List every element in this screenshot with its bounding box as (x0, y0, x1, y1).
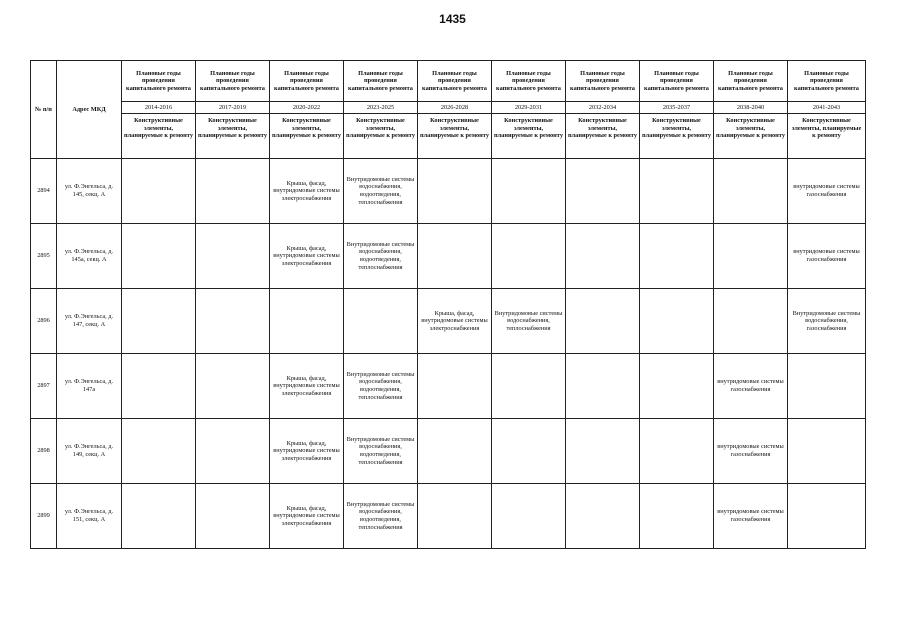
plan-cell: Крыша, фасад, внутридомовые системы электроснабжения (270, 159, 344, 224)
plan-cell (714, 159, 788, 224)
plan-cell (788, 419, 866, 484)
period-years: 2032-2034 (566, 102, 640, 114)
elements-header: Конструктивные элементы, планируемые к ремонту (788, 114, 866, 159)
row-number: 2894 (31, 159, 57, 224)
period-title: Плановые годы проведения капитального ремонта (270, 61, 344, 102)
plan-cell (196, 484, 270, 549)
plan-cell: Внутридомовые системы водоснабжения, теплоснабжения (492, 289, 566, 354)
plan-cell (566, 484, 640, 549)
elements-header: Конструктивные элементы, планируемые к ремонту (714, 114, 788, 159)
plan-cell (344, 289, 418, 354)
period-title: Плановые годы проведения капитального ремонта (714, 61, 788, 102)
num-column-header: № п/п (31, 61, 57, 159)
row-number: 2899 (31, 484, 57, 549)
row-number: 2896 (31, 289, 57, 354)
table-row (31, 289, 866, 354)
plan-cell (566, 224, 640, 289)
plan-cell (196, 159, 270, 224)
elements-header: Конструктивные элементы, планируемые к ремонту (270, 114, 344, 159)
period-title: Плановые годы проведения капитального ремонта (196, 61, 270, 102)
plan-cell (714, 289, 788, 354)
elements-header: Конструктивные элементы, планируемые к ремонту (196, 114, 270, 159)
plan-cell: Крыша, фасад, внутридомовые системы электроснабжения (270, 354, 344, 419)
address-column-header: Адрес МКД (57, 61, 122, 159)
plan-cell (418, 484, 492, 549)
table-row (31, 419, 866, 484)
plan-cell: внутридомовые системы газоснабжения (714, 354, 788, 419)
plan-cell (418, 419, 492, 484)
period-title: Плановые годы проведения капитального ремонта (418, 61, 492, 102)
elements-header: Конструктивные элементы, планируемые к ремонту (566, 114, 640, 159)
period-title: Плановые годы проведения капитального ремонта (492, 61, 566, 102)
plan-cell (122, 354, 196, 419)
plan-cell (640, 159, 714, 224)
row-address: ул. Ф.Энгельса, д. 151, секц. А (57, 484, 122, 549)
plan-cell: Крыша, фасад, внутридомовые системы электроснабжения (270, 484, 344, 549)
plan-cell (566, 419, 640, 484)
plan-cell: Крыша, фасад, внутридомовые системы электроснабжения (418, 289, 492, 354)
row-number: 2898 (31, 419, 57, 484)
plan-cell (122, 484, 196, 549)
plan-cell (418, 354, 492, 419)
plan-cell (788, 354, 866, 419)
plan-cell: внутридомовые системы газоснабжения (714, 484, 788, 549)
elements-header: Конструктивные элементы, планируемые к ремонту (344, 114, 418, 159)
plan-cell (122, 289, 196, 354)
plan-cell (566, 354, 640, 419)
plan-cell (122, 159, 196, 224)
plan-cell (492, 159, 566, 224)
plan-cell (196, 419, 270, 484)
plan-cell (196, 354, 270, 419)
row-address: ул. Ф.Энгельса, д. 145, секц. А (57, 159, 122, 224)
plan-cell (196, 224, 270, 289)
plan-cell: внутридомовые системы газоснабжения (788, 159, 866, 224)
elements-header: Конструктивные элементы, планируемые к ремонту (418, 114, 492, 159)
table-row (31, 354, 866, 419)
plan-cell (418, 159, 492, 224)
plan-cell (492, 484, 566, 549)
plan-cell (640, 289, 714, 354)
plan-cell (640, 484, 714, 549)
table-body (31, 159, 866, 549)
row-number: 2895 (31, 224, 57, 289)
plan-cell (492, 354, 566, 419)
elements-header: Конструктивные элементы, планируемые к ремонту (122, 114, 196, 159)
plan-cell (640, 224, 714, 289)
period-years: 2026-2028 (418, 102, 492, 114)
elements-header: Конструктивные элементы, планируемые к ремонту (640, 114, 714, 159)
page-number: 1435 (439, 12, 466, 26)
header-row-years (31, 102, 866, 114)
period-years: 2017-2019 (196, 102, 270, 114)
table-row (31, 484, 866, 549)
plan-cell: Крыша, фасад, внутридомовые системы электроснабжения (270, 419, 344, 484)
period-title: Плановые годы проведения капитального ремонта (122, 61, 196, 102)
plan-cell: Внутридомовые системы водоснабжения, газоснабжения (788, 289, 866, 354)
row-address: ул. Ф.Энгельса, д. 145а, секц. А (57, 224, 122, 289)
period-years: 2041-2043 (788, 102, 866, 114)
table-row (31, 159, 866, 224)
plan-cell (566, 159, 640, 224)
row-address: ул. Ф.Энгельса, д. 147, секц. А (57, 289, 122, 354)
period-years: 2014-2016 (122, 102, 196, 114)
elements-header: Конструктивные элементы, планируемые к ремонту (492, 114, 566, 159)
plan-cell: Крыша, фасад, внутридомовые системы электроснабжения (270, 224, 344, 289)
header-row-elements (31, 114, 866, 159)
plan-cell (122, 419, 196, 484)
plan-cell (788, 484, 866, 549)
plan-cell (270, 289, 344, 354)
plan-cell (566, 289, 640, 354)
period-title: Плановые годы проведения капитального ремонта (344, 61, 418, 102)
plan-cell (640, 354, 714, 419)
row-address: ул. Ф.Энгельса, д. 149, секц. А (57, 419, 122, 484)
period-years: 2038-2040 (714, 102, 788, 114)
plan-cell: Внутридомовые системы водоснабжения, водоотведения, теплоснабжения (344, 484, 418, 549)
plan-cell (196, 289, 270, 354)
period-years: 2029-2031 (492, 102, 566, 114)
plan-cell (122, 224, 196, 289)
plan-cell (714, 224, 788, 289)
period-years: 2020-2022 (270, 102, 344, 114)
period-title: Плановые годы проведения капитального ремонта (788, 61, 866, 102)
plan-cell: Внутридомовые системы водоснабжения, водоотведения, теплоснабжения (344, 354, 418, 419)
table-row (31, 224, 866, 289)
plan-cell (492, 224, 566, 289)
plan-cell: Внутридомовые системы водоснабжения, водоотведения, теплоснабжения (344, 419, 418, 484)
plan-cell (418, 224, 492, 289)
period-years: 2023-2025 (344, 102, 418, 114)
header-row-titles (31, 61, 866, 102)
period-title: Плановые годы проведения капитального ремонта (640, 61, 714, 102)
row-number: 2897 (31, 354, 57, 419)
period-years: 2035-2037 (640, 102, 714, 114)
repair-plan-table (30, 60, 866, 549)
plan-cell: внутридомовые системы газоснабжения (788, 224, 866, 289)
plan-cell: Внутридомовые системы водоснабжения, водоотведения, теплоснабжения (344, 224, 418, 289)
plan-cell: Внутридомовые системы водоснабжения, водоотведения, теплоснабжения (344, 159, 418, 224)
plan-cell: внутридомовые системы газоснабжения (714, 419, 788, 484)
plan-cell (492, 419, 566, 484)
plan-cell (640, 419, 714, 484)
row-address: ул. Ф.Энгельса, д. 147а (57, 354, 122, 419)
period-title: Плановые годы проведения капитального ремонта (566, 61, 640, 102)
